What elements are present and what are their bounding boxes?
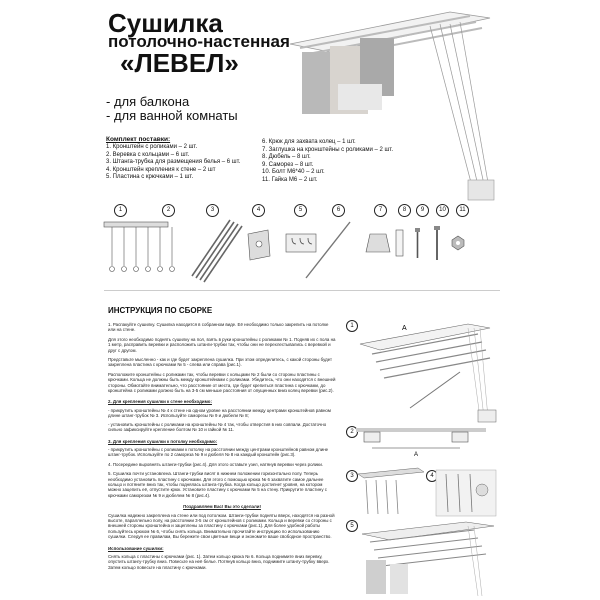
kit-item: 6. Крюк для захвата колец – 1 шт. xyxy=(262,139,356,145)
instructions-paragraph: - прикрутить кронштейны № 4 к стене на одном уровне на расстоянии между центрами кронштейнов равном длине штанг-трубок № 3. Используйте саморезы № 9 и дюбели № 8; xyxy=(108,407,331,419)
instructions-paragraph: Сушилка надежно закреплена на стене или под потолком. Штанги-трубки подняты вверх, находятся на разной высоте, параллельно полу, на расстоянии 3-5 см от кронштейнов с роликами. Кольца и веревки со стороны с внешней стороны кронштейна и зацеплены за пластину с крючками (рис.1). Для более удобной работы пользуйтесь крюком № 6, чтобы снять кольца. Внимательно прочитайте инструкцию по использованию сушилки. Следуя ее правилам, Вы бережете свои цветные вещи и экономите ваше свободное пространство. xyxy=(108,512,335,540)
kit-item: 5. Пластина с крючками – 1 шт. xyxy=(106,174,194,181)
figure-number: 2 xyxy=(346,426,358,438)
instructions-paragraph: 4. Посередине выровнять штанги-трубки (рис.4). Для этого оставьте узел, натянув веревки через ролики. xyxy=(108,461,324,467)
figure-number: 4 xyxy=(426,470,438,482)
part-number: 3 xyxy=(206,204,219,217)
kit-heading: Комплект поставки: xyxy=(106,136,171,143)
instructions-paragraph: - прикрутить кронштейны с роликами к потолку на расстоянии между центрами кронштейнов равном длине штанг-трубок. Используйте по 2 самореза № 9 и дюбеля № 8 на каждый кронштейн (рис.3). xyxy=(108,446,329,458)
kit-item: 2. Веревка с кольцами – 6 шт. xyxy=(106,151,190,158)
part-number: 11 xyxy=(456,204,469,217)
instructions-paragraph: 1. Распакуйте сушилку. Сушилка находится в собранном виде. Её необходимо только закрепить на потолке или на стене. xyxy=(108,322,329,333)
kit-item: 7. Заглушка на кронштейны с роликами – 2 шт. xyxy=(262,146,394,153)
figure-number: 3 xyxy=(346,470,358,482)
svg-text:A: A xyxy=(414,452,419,458)
instructions-paragraph: Расположите кронштейны с роликами так, чтобы веревки с кольцами № 2 были со стороны пластины с крючками. Кольца не должны быть между кронштейнами с роликами. Убедитесь, что они находятся с внешней стороны. Обмотайте внимательно, что расстояние от места, где будет крепиться пластина с крючками, до кронштейна с роликами должно быть на 3-5 см меньше расстояния от опущенных вниз колец веревки (рис.2). xyxy=(108,371,336,394)
instructions-body xyxy=(108,322,336,570)
kit-item: 4. Кронштейн крепления к стене – 2 шт xyxy=(106,166,216,173)
figure-1-diagram xyxy=(350,318,500,428)
instructions-heading: ИНСТРУКЦИЯ ПО СБОРКЕ xyxy=(108,306,213,315)
instructions-paragraph: - установить кронштейны с роликами на кронштейны № 4 так, чтобы отверстия в них совпали. Достаточно сильно зафиксируйте крепление болтом № 10 и гайкой № 11. xyxy=(108,421,327,433)
kit-item: 9. Саморез – 8 шт. xyxy=(262,161,314,168)
product-title: Сушилка xyxy=(108,8,223,38)
figure-2-diagram xyxy=(356,424,496,464)
figure-number: 1 xyxy=(346,320,358,332)
figure-4-diagram xyxy=(436,470,500,520)
parts-illustration xyxy=(100,216,500,286)
product-subtitle: потолочно-настенная xyxy=(108,32,290,51)
part-number: 4 xyxy=(252,204,265,217)
part-number: 8 xyxy=(398,204,411,217)
part-number: 5 xyxy=(294,204,307,217)
part-number: 1 xyxy=(114,204,127,217)
product-name: «ЛЕВЕЛ» xyxy=(120,48,239,78)
dimension-label-a: A xyxy=(402,325,407,332)
instructions-subheading: Использование сушилки: xyxy=(108,545,164,551)
kit-item: 1. Кронштейн с роликами – 2 шт. xyxy=(106,144,198,150)
congrats-text: Поздравляем Вас! Вы это сделали! xyxy=(183,504,261,510)
instructions-paragraph: Представьте мысленно - как и где будет закреплена сушилка. При этом определитесь, с какой стороны будет закреплена пластина с крючками № 5 - слева или справа (рис.1). xyxy=(108,357,333,368)
section-divider xyxy=(104,290,500,291)
instructions-subheading: 2. Для крепления сушилки к стене необходимо: xyxy=(108,399,212,405)
kit-item: 8. Дюбель – 8 шт. xyxy=(262,154,311,161)
part-number: 6 xyxy=(332,204,345,217)
instructions-paragraph: Снять кольца с пластины с крючками (рис. 1). Затем кольцо крюка № 6. Кольца поднимите вниз веревку, опустить штангу-трубку вниз. Повесьте на неё белье. Потянув кольцо вниз, поднимите штангу-трубку вверх. Затем кольцо повесьте на пластину с крючками. xyxy=(108,554,330,570)
figure-5-diagram xyxy=(356,520,500,598)
instructions-subheading: 3. Для крепления сушилки к потолку необходимо: xyxy=(108,438,218,444)
figure-number: 5 xyxy=(346,520,358,532)
instructions-paragraph: Для этого необходимо поднять сушилку на пол, взять в руки кронштейны с роликами № 1. Подняв их с пола на 1 метр, расправить веревки и расположить штанги-трубки так, чтобы они не перехлестывались с веревкой и друг с другом. xyxy=(108,336,336,353)
part-number: 7 xyxy=(374,204,387,217)
kit-item: 3. Штанга-трубка для размещения белья – 6 шт. xyxy=(106,159,241,166)
part-number: 2 xyxy=(162,204,175,217)
part-number: 10 xyxy=(436,204,449,217)
figure-3-diagram xyxy=(358,468,428,518)
kit-item: 11. Гайка М6 – 2 шт. xyxy=(262,176,318,183)
kit-list-right xyxy=(262,139,412,185)
usage-balcony: - для балкона xyxy=(106,94,190,109)
usage-bathroom: - для ванной комнаты xyxy=(106,108,238,123)
instructions-paragraph: 5. Сушилка почти установлена. Штанги-трубки висят в нижнем положении горизонтально полу. Теперь необходимо установить пластину с крючками. Для этого с помощью крюка № 6 захватите самое дальнее кольцо и потяните вниз так, чтобы поднялась штанга-трубка. Когда кольцо достигнет уровня, на котором можно зацепить её, отпустите крюк. Установите пластину с крючками № 5 на стену. Прикрутите пластину с крючками саморезом № 9 и дюбелем № 8 (рис.4). xyxy=(108,471,327,498)
part-number: 9 xyxy=(416,204,429,217)
kit-list-left xyxy=(106,144,256,182)
kit-item: 10. Болт М6*40 – 2 шт. xyxy=(262,169,325,176)
